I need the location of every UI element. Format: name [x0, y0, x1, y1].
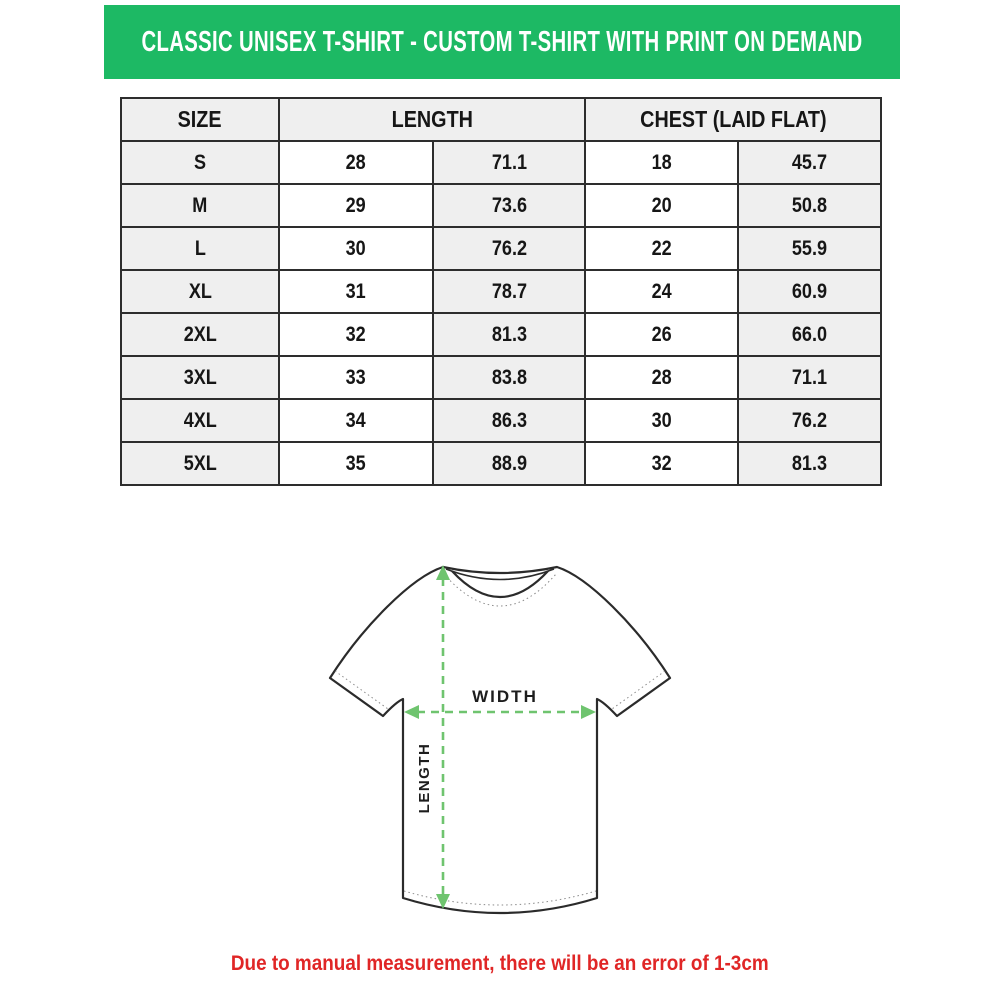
length-in-cell: 34 [279, 399, 433, 442]
table-row [121, 184, 881, 227]
page-title: CLASSIC UNISEX T-SHIRT - CUSTOM T-SHIRT WITH PRINT ON DEMAND [141, 25, 863, 58]
header-size: SIZE [121, 98, 279, 141]
length-in-cell: 28 [279, 141, 433, 184]
chest-cm-cell: 60.9 [738, 270, 881, 313]
table-row [121, 356, 881, 399]
length-cm-cell: 83.8 [433, 356, 585, 399]
length-cm-cell: 71.1 [433, 141, 585, 184]
table-row [121, 442, 881, 485]
size-cell: L [121, 227, 279, 270]
length-in-cell: 32 [279, 313, 433, 356]
size-cell: 2XL [121, 313, 279, 356]
width-label: WIDTH [472, 687, 538, 706]
chest-in-cell: 30 [585, 399, 738, 442]
length-cm-cell: 73.6 [433, 184, 585, 227]
measurement-disclaimer [0, 952, 1000, 976]
table-row [121, 227, 881, 270]
table-row [121, 141, 881, 184]
size-table [120, 97, 882, 486]
chest-cm-cell: 71.1 [738, 356, 881, 399]
table-row [121, 270, 881, 313]
length-label: LENGTH [416, 742, 433, 814]
chest-cm-cell: 81.3 [738, 442, 881, 485]
length-cm-cell: 76.2 [433, 227, 585, 270]
length-in-cell: 33 [279, 356, 433, 399]
size-cell: XL [121, 270, 279, 313]
chest-in-cell: 26 [585, 313, 738, 356]
size-cell: S [121, 141, 279, 184]
title-banner [104, 5, 900, 79]
tshirt-outline [330, 567, 670, 913]
tshirt-icon [320, 550, 680, 940]
size-cell: M [121, 184, 279, 227]
chest-cm-cell: 50.8 [738, 184, 881, 227]
chest-cm-cell: 66.0 [738, 313, 881, 356]
length-cm-cell: 81.3 [433, 313, 585, 356]
header-length: LENGTH [279, 98, 585, 141]
size-cell: 4XL [121, 399, 279, 442]
chest-cm-cell: 45.7 [738, 141, 881, 184]
size-table-container [120, 97, 880, 486]
chest-cm-cell: 76.2 [738, 399, 881, 442]
chest-in-cell: 20 [585, 184, 738, 227]
disclaimer-text: Due to manual measurement, there will be an error of 1-3cm [231, 952, 769, 975]
chest-in-cell: 32 [585, 442, 738, 485]
length-cm-cell: 86.3 [433, 399, 585, 442]
size-cell: 3XL [121, 356, 279, 399]
chest-cm-cell: 55.9 [738, 227, 881, 270]
length-in-cell: 29 [279, 184, 433, 227]
length-in-cell: 35 [279, 442, 433, 485]
tshirt-measurement-diagram [320, 550, 680, 940]
length-in-cell: 31 [279, 270, 433, 313]
chest-in-cell: 18 [585, 141, 738, 184]
size-cell: 5XL [121, 442, 279, 485]
length-cm-cell: 78.7 [433, 270, 585, 313]
table-row [121, 313, 881, 356]
length-in-cell: 30 [279, 227, 433, 270]
table-header-row [121, 98, 881, 141]
table-row [121, 399, 881, 442]
length-cm-cell: 88.9 [433, 442, 585, 485]
header-chest: CHEST (LAID FLAT) [585, 98, 881, 141]
chest-in-cell: 22 [585, 227, 738, 270]
chest-in-cell: 24 [585, 270, 738, 313]
chest-in-cell: 28 [585, 356, 738, 399]
